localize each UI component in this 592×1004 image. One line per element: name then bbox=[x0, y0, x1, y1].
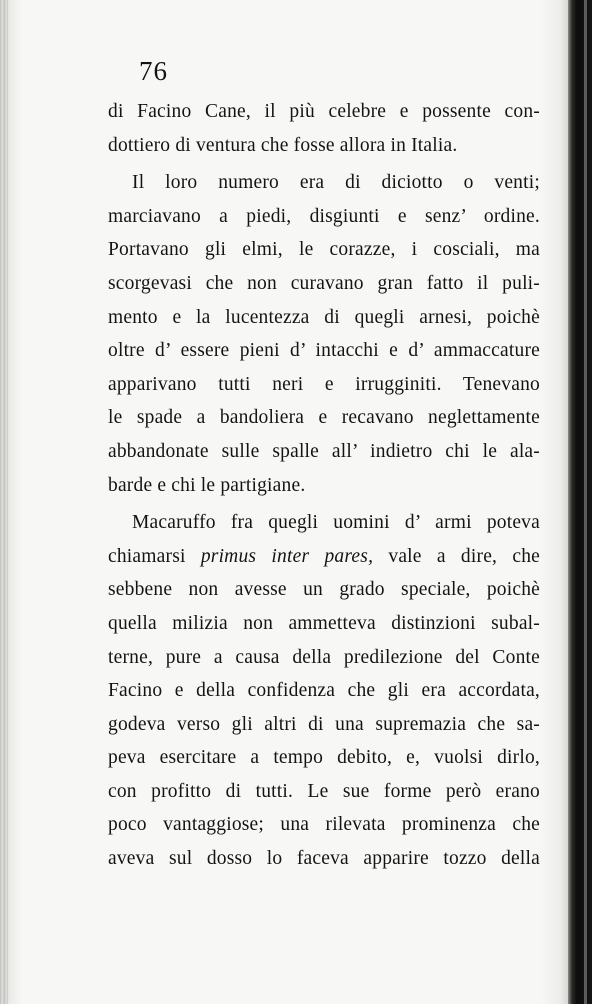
page-number: 76 bbox=[139, 56, 168, 86]
page-edge-shadow bbox=[568, 0, 592, 1004]
text-segment: chiamarsi bbox=[108, 545, 186, 567]
text-line: apparivano tutti neri e irrugginiti. Tenevano bbox=[108, 373, 540, 395]
text-line: godeva verso gli altri di una supremazia che sa- bbox=[108, 713, 540, 735]
text-line: le spade a bandoliera e recavano neglettamente bbox=[108, 407, 540, 429]
text-line: oltre d’ essere pieni d’ intacchi e d’ ammaccature bbox=[108, 340, 540, 362]
text-line-with-italic bbox=[108, 540, 540, 574]
text-line: mento e la lucentezza di quegli arnesi, poichè bbox=[108, 306, 540, 328]
page-gutter bbox=[0, 0, 8, 1004]
text-line: di Facino Cane, il più celebre e possente con- bbox=[108, 101, 540, 122]
text-line: quella milizia non ammetteva distinzioni subal- bbox=[108, 612, 540, 634]
text-line: abbandonate sulle spalle all’ indietro chi le ala- bbox=[108, 440, 540, 462]
body-text bbox=[108, 95, 540, 876]
text-line: con profitto di tutti. Le sue forme però erano bbox=[108, 780, 540, 802]
italic-phrase: primus inter pares, bbox=[200, 545, 374, 567]
text-line: marciavano a piedi, disgiunti e senz’ ordine. bbox=[108, 205, 540, 227]
page-edge-line bbox=[584, 0, 587, 1004]
text-segment: vale a dire, che bbox=[388, 545, 540, 567]
text-line: scorgevasi che non curavano gran fatto il puli- bbox=[108, 272, 540, 294]
text-line: Il loro numero era di diciotto o venti; bbox=[132, 172, 540, 194]
text-line: poco vantaggiose; una rilevata prominenza che bbox=[108, 814, 540, 836]
text-line: Portavano gli elmi, le corazze, i cosciali, ma bbox=[108, 239, 540, 261]
text-line: dottiero di ventura che fosse allora in Italia. bbox=[108, 134, 458, 156]
text-line: terne, pure a causa della predilezione del Conte bbox=[108, 646, 540, 668]
text-line: peva esercitare a tempo debito, e, vuolsi dirlo, bbox=[108, 747, 540, 769]
text-line: Macaruffo fra quegli uomini d’ armi poteva bbox=[132, 512, 540, 534]
text-line: barde e chi le partigiane. bbox=[108, 474, 306, 496]
text-line: Facino e della confidenza che gli era accordata, bbox=[108, 680, 540, 702]
text-line: aveva sul dosso lo faceva apparire tozzo della bbox=[108, 848, 540, 870]
text-line: sebbene non avesse un grado speciale, poichè bbox=[108, 579, 540, 601]
